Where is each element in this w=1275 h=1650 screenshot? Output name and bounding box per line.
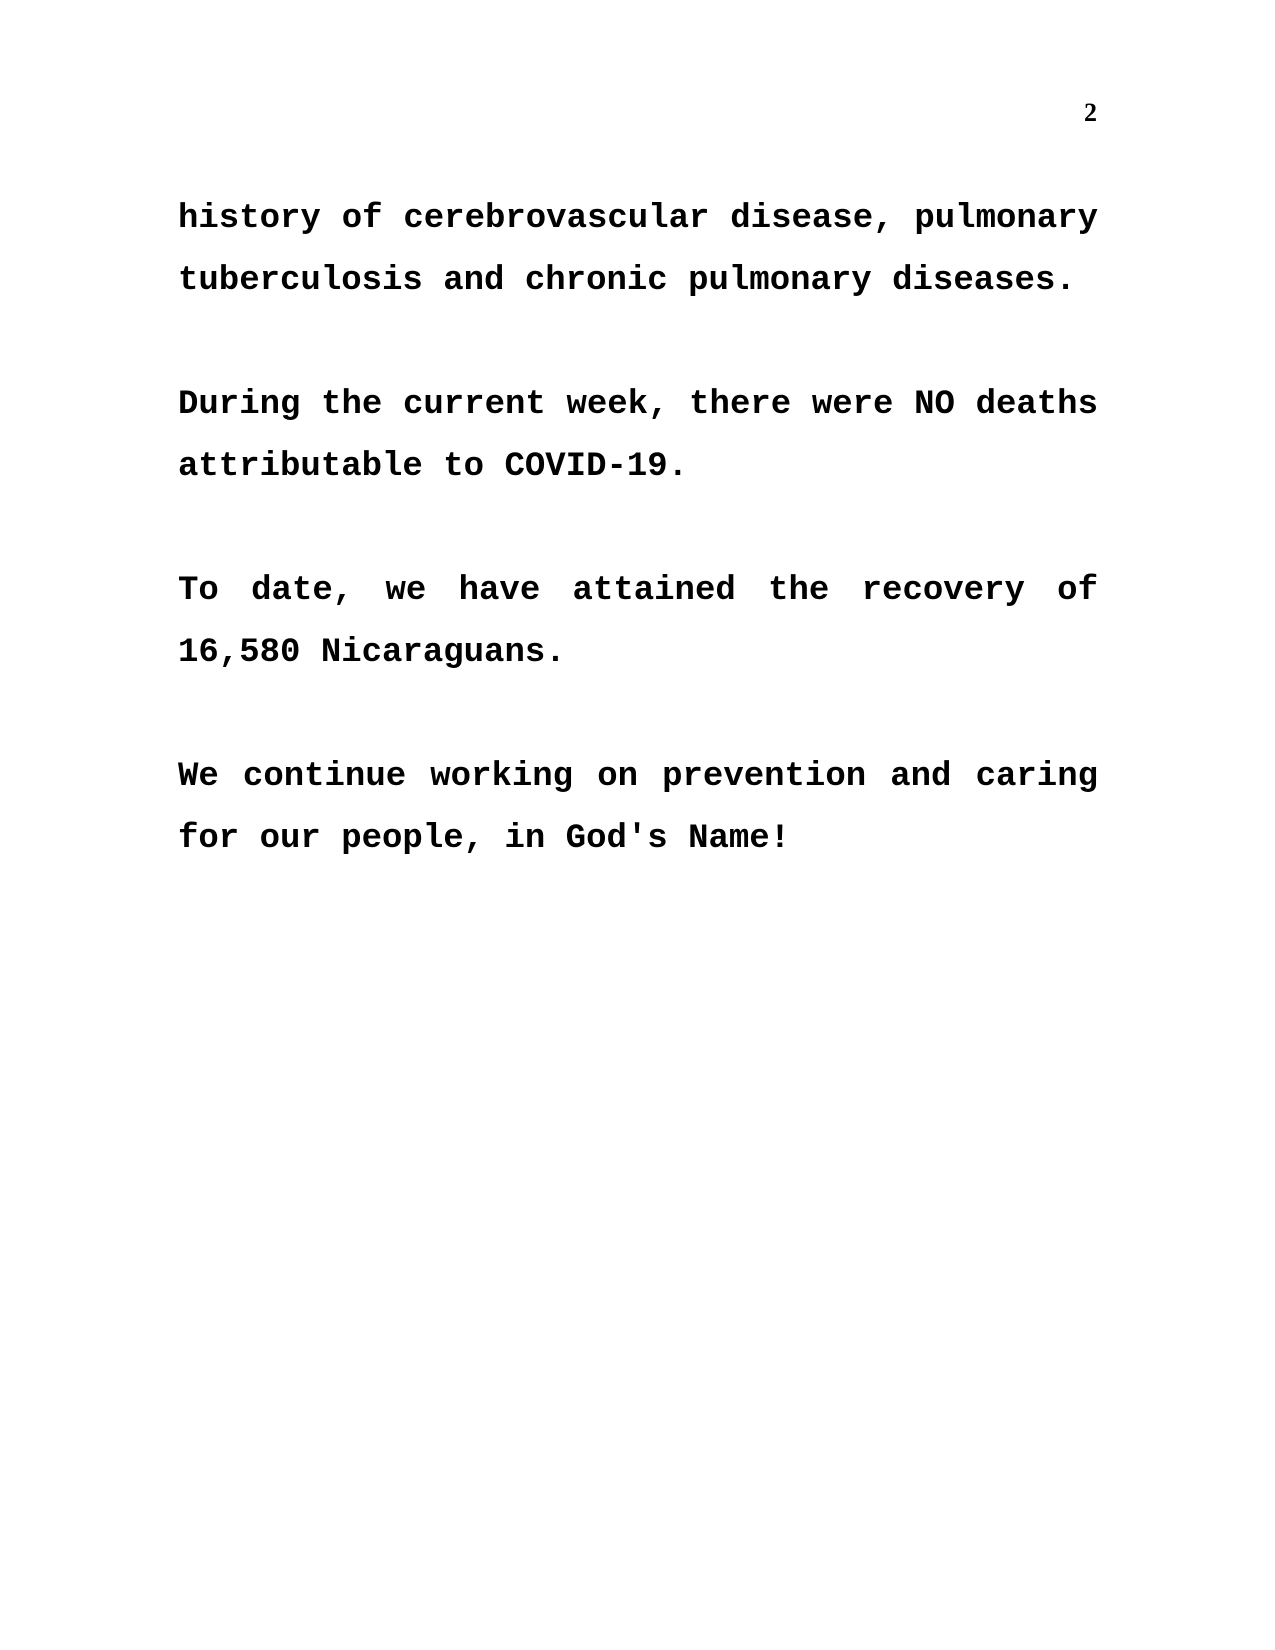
paragraph-comorbidities <box>178 188 1098 312</box>
document-body <box>178 188 1098 932</box>
text-line: attributable to COVID-19. <box>178 448 689 486</box>
text-line: history of cerebrovascular disease, pulmonary <box>178 200 1098 238</box>
text-line: We continue working on prevention and caring <box>178 758 1098 796</box>
text-line: To date, we have attained the recovery of <box>178 572 1098 610</box>
page-number: 2 <box>1084 98 1097 127</box>
paragraph-recoveries <box>178 560 1098 684</box>
paragraph-closing <box>178 746 1098 870</box>
text-line: for our people, in God's Name! <box>178 820 791 858</box>
paragraph-deaths <box>178 374 1098 498</box>
text-line: During the current week, there were NO deaths <box>178 386 1098 424</box>
text-line: tuberculosis and chronic pulmonary diseases. <box>178 262 1076 300</box>
text-line: 16,580 Nicaraguans. <box>178 634 566 672</box>
